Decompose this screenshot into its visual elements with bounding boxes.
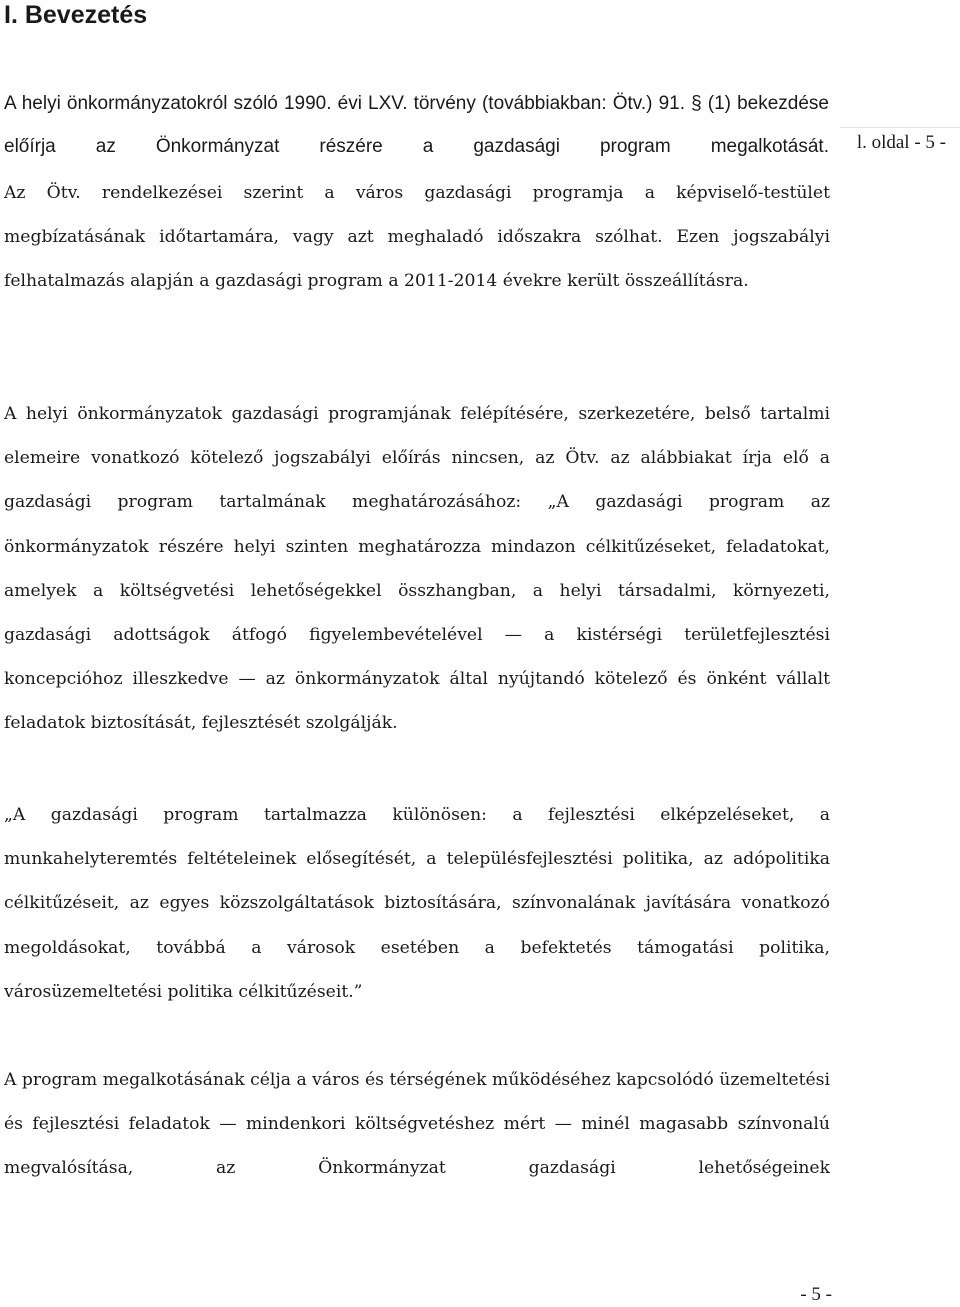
program-content-quote: „A gazdasági program tartalmazza különösen: a fejlesztési elképzeléseket, a munkahelyteremtés feltételeinek elősegítését, a településfejlesztési politika, az adópolitika célkitűzéseit, az egyes közszolgáltatások biztosítására, színvonalának javítására vonatkozó megoldásokat, továbbá a városok esetében a befektetés támogatási politika, városüzemeltetési politika célkitűzéseit.” — [4, 805, 830, 1002]
program-goal-paragraph: A program megalkotásának célja a város és térségének működéséhez kapcsolódó üzemeltetési és fejlesztési feladatok — mindenkori költségvetéshez mért — minél magasabb színvonalú megvalósítása, az Önkormányzat gazdasági lehetőségeinek — [4, 1070, 830, 1179]
intro-paragraph: A helyi önkormányzatokról szóló 1990. évi LXV. törvény (továbbiakban: Ötv.) 91. § (1) bekezdése előírja az Önkormányzat részére a gazdasági program megalkotását. — [4, 93, 829, 157]
side-rule — [840, 127, 960, 128]
program-structure-paragraph: A helyi önkormányzatok gazdasági programjának felépítésére, szerkezetére, belső tartalmi elemeire vonatkozó kötelező jogszabályi előírás nincsen, az Ötv. az alábbiakat írja elő a gazdasági program tartalmának meghatározásához: „A gazdasági program az önkormányzatok részére helyi szinten meghatározza mindazon célkitűzéseket, feladatokat, amelyek a költségvetési lehetőségekkel összhangban, a helyi társadalmi, környezeti, gazdasági adottságok átfogó figyelembevételével — a kistérségi területfejlesztési koncepcióhoz illeszkedve — az önkormányzatok által nyújtandó kötelező és önként vállalt feladatok biztosítását, fejlesztését szolgálják. — [4, 404, 830, 734]
program-period-paragraph: Az Ötv. rendelkezései szerint a város gazdasági programja a képviselő-testület megbízatásának időtartamára, vagy azt meghaladó időszakra szólhat. Ezen jogszabályi felhatalmazás alapján a gazdasági program a 2011-2014 évekre került összeállításra. — [4, 183, 830, 292]
section-heading: I. Bevezetés — [4, 1, 148, 29]
side-page-label: l. oldal - 5 - — [856, 132, 946, 153]
page-number: - 5 - — [800, 1284, 832, 1305]
